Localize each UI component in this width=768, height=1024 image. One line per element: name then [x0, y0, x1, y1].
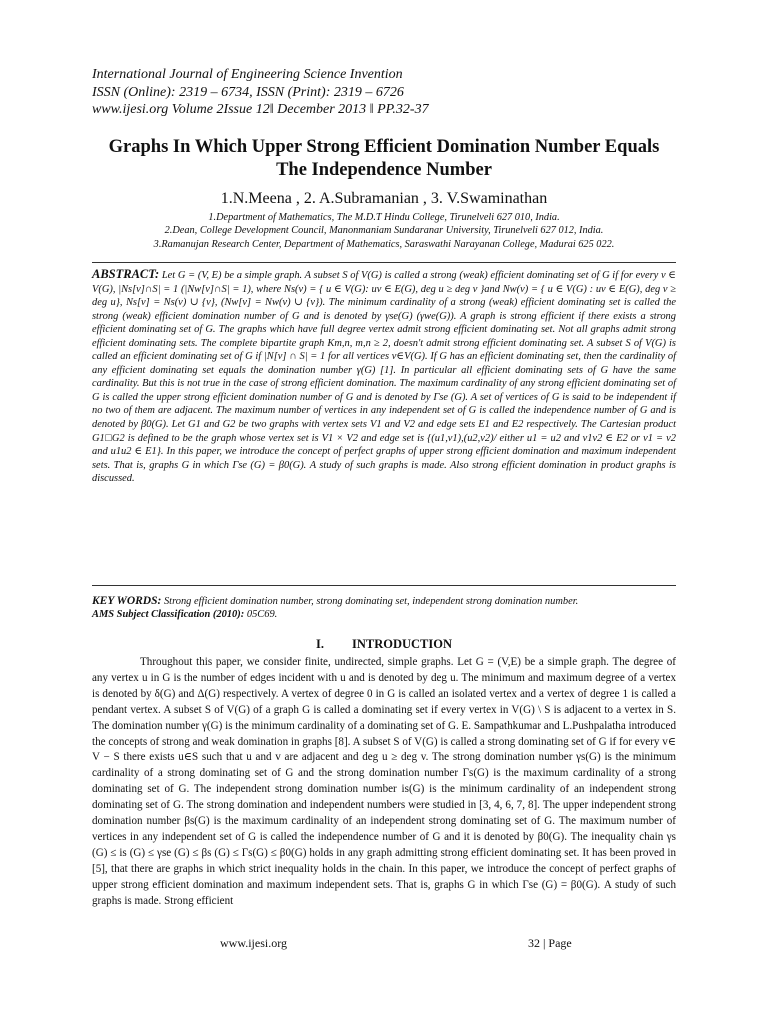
keywords-block: [92, 595, 676, 621]
keywords-label: KEY WORDS:: [92, 595, 162, 607]
paper-authors: 1.N.Meena , 2. A.Subramanian , 3. V.Swaminathan: [220, 190, 548, 207]
keywords-text: Strong efficient domination number, strong dominating set, independent strong domination number.: [163, 596, 579, 607]
ams-value: 05C69.: [246, 609, 278, 620]
journal-header: [92, 66, 676, 119]
footer-site: www.ijesi.org: [220, 936, 287, 950]
intro-body: [92, 655, 676, 910]
journal-issn: ISSN (Online): 2319 – 6734, ISSN (Print): 2319 – 6726: [92, 84, 404, 100]
section-heading: [92, 637, 676, 652]
abstract-bottom-rule: [92, 585, 676, 586]
ams-label: AMS Subject Classification (2010):: [92, 609, 245, 620]
paper-title: Graphs In Which Upper Strong Efficient Domination Number Equals The Independence Number: [108, 137, 660, 180]
intro-paragraph: Throughout this paper, we consider finite, undirected, simple graphs. Let G = (V,E) be a simple graph. The degree of any vertex u in G is the number of edges incident with u and is denoted by deg u. The minimum and maximum degree of a vertex is denoted by δ(G) and Δ(G) respectively. A vertex of degree 0 in G is called an isolated vertex and a vertex of degree 1 is called a pendant vertex. A subset S of V(G) of a graph G is called a dominating set if every vertex in V(G) \ S is adjacent to a vertex in S. The domination number γ(G) is the minimum cardinality of a dominating set of G. E. Sampathkumar and L.Pushpalatha introduced the concepts of strong and weak domination in graphs [8]. A subset S of V(G) is called a strong dominating set of G if for every v∈ V − S there exists u∈S such that u and v are adjacent and deg u ≥ deg v. The strong domination number γs(G) is the minimum cardinality of a strong dominating set of G and the strong domination number Γs(G) is the maximum cardinality of a strong dominating set of G. The independent strong domination number is(G) is the minimum cardinality of an independent strong dominating set of G. The strong domination and independent numbers were studied in [3, 4, 6, 7, 8]. The upper independent strong domination number βs(G) is the maximum cardinality of an independent strong dominating set of G. The maximum number of vertices in any independent set of G is called the independence number of G and it is denoted by β0(G). The inequality chain γs (G) ≤ is (G) ≤ γse (G) ≤ βs (G) ≤ Γs(G) ≤ β0(G) holds in any graph admitting strong efficient dominating set. It has been proved in [5], that there are graphs in which strict inequality holds in the chain. In this paper, we introduce the concept of perfect graphs of upper strong efficient domination and maximum independent sets. That is, graphs G in which Γse (G) = β0(G). A study of such graphs is made. Strong efficient: [92, 656, 676, 907]
abstract: [92, 268, 676, 486]
footer-page-number: 32 | Page: [528, 936, 572, 950]
journal-name: International Journal of Engineering Science Invention: [92, 67, 403, 82]
abstract-label: ABSTRACT:: [92, 267, 160, 281]
affiliations: [92, 211, 676, 251]
abstract-top-rule: [92, 262, 676, 263]
affiliation-3: 3.Ramanujan Research Center, Department of Mathematics, Saraswathi Narayanan College, Madurai 625 022.: [153, 238, 615, 250]
journal-issue: www.ijesi.org Volume 2Issue 12‖ December 2013 ‖ PP.32-37: [92, 102, 429, 117]
section-title: INTRODUCTION: [351, 637, 452, 651]
affiliation-2: 2.Dean, College Development Council, Manonmaniam Sundaranar University, Tirunelveli 627 012, India.: [164, 225, 604, 237]
affiliation-1: 1.Department of Mathematics, The M.D.T Hindu College, Tirunelveli 627 010, India.: [208, 212, 560, 223]
section-number: I.: [315, 637, 324, 651]
abstract-text: Let G = (V, E) be a simple graph. A subset S of V(G) is called a strong (weak) efficient dominating set of G if for every v ∈ V(G), |Ns[v]∩S| = 1 (|Nw[v]∩S| = 1), where Ns(v) = { u ∈ V(G): uv ∈ E(G), deg u ≥ deg v }and Nw(v) = { u ∈ V(G) : uv ∈ E(G), deg v ≥ deg u}, Ns[v] = Ns(v) ∪ {v}, (Nw[v] = Nw(v) ∪ {v}). The minimum cardinality of a strong (weak) efficient dominating set is called the strong (weak) efficient domination number of G and is denoted by γse(G) (γwe(G)). A graph is strong efficient if there exists a strong efficient dominating set of G. The graphs which have full degree vertex admit strong efficient dominating set. Not all graphs admit strong efficient dominating sets. The complete bipartite graph Km,n, m,n ≥ 2, doesn't admit strong efficient dominating set. A subset S of V(G) is called an efficient dominating set of G if |N[v] ∩ S| = 1 for all vertices v∈V(G). If G has an efficient dominating set, then the cardinality of any efficient dominating set equals the domination number γ(G) [1]. In particular all efficient dominating sets of G have the same cardinality. But this is not true in the case of strong efficient domination. The maximum cardinality of any strong efficient dominating set of G is called the upper strong efficient domination number of G and is denoted by Γse (G). A set of vertices of G is said to be independent if no two of them are adjacent. The maximum number of vertices in any independent set of G is called the independence number of G and is denoted by β0(G). Let G1 and G2 be two graphs with vertex sets V1 and V2 and edge sets E1 and E2 respectively. The Cartesian product G1□G2 is defined to be the graph whose vertex set is V1 × V2 and edge set is {(u1,v1),(u2,v2)/ either u1 = u2 and v1v2 ∈ E2 or v1 = v2 and u1u2 ∈ E1}. In this paper, we introduce the concept of perfect graphs of upper strong efficient domination and maximum independent sets. That is, graphs G in which Γse (G) = β0(G). A study of such graphs is made. Also strong efficient domination in product graphs is discussed.: [92, 270, 677, 485]
